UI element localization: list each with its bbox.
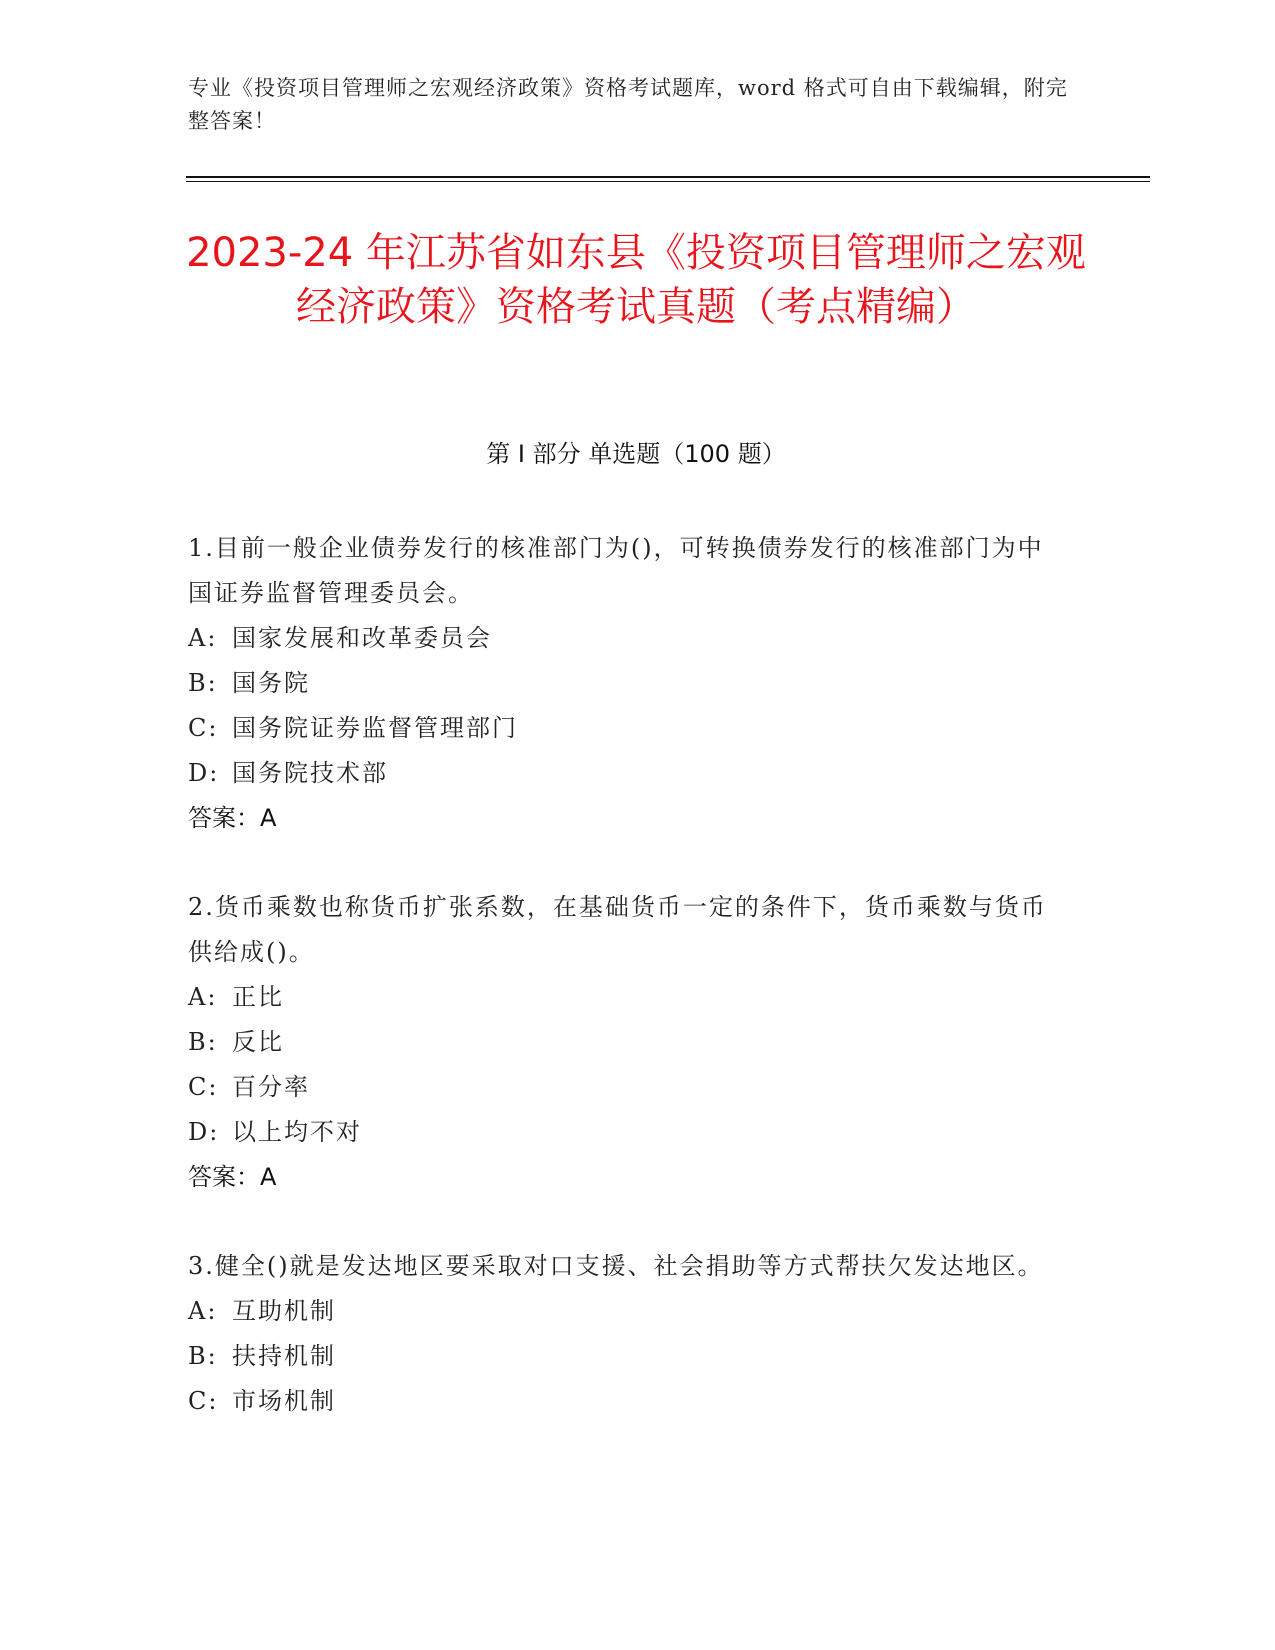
option-text: 反比 [232, 1028, 284, 1056]
option-text: 国务院证券监督管理部门 [232, 714, 518, 742]
option-key: D: [188, 1118, 220, 1146]
option-c [188, 706, 1068, 751]
option-d [188, 751, 1068, 796]
option-key: A: [188, 983, 218, 1011]
option-key: C: [188, 1387, 219, 1415]
option-text: 以上均不对 [232, 1118, 362, 1146]
option-a [188, 975, 1068, 1020]
option-text: 国家发展和改革委员会 [232, 624, 492, 652]
option-key: B: [188, 1342, 218, 1370]
option-text: 国务院技术部 [232, 759, 388, 787]
option-text: 互助机制 [232, 1297, 336, 1325]
option-b [188, 661, 1068, 706]
header-divider-thick [186, 176, 1150, 178]
option-a [188, 616, 1068, 661]
option-d [188, 1110, 1068, 1155]
page-title: 2023-24 年江苏省如东县《投资项目管理师之宏观经济政策》资格考试真题（考点精编） [186, 230, 1086, 330]
section-title: 第 I 部分 单选题（100 题） [486, 440, 786, 468]
answer-line: 答案：A [188, 1163, 277, 1191]
option-key: C: [188, 1073, 219, 1101]
option-text: 百分率 [232, 1073, 310, 1101]
option-text: 市场机制 [232, 1387, 336, 1415]
option-a [188, 1289, 1068, 1334]
option-c [188, 1379, 1068, 1424]
question-list [188, 526, 1068, 1468]
question-stem: 3.健全()就是发达地区要采取对口支援、社会捐助等方式帮扶欠发达地区。 [188, 1252, 1044, 1280]
option-key: A: [188, 624, 218, 652]
question-3 [188, 1244, 1068, 1424]
question-2 [188, 885, 1068, 1200]
option-key: C: [188, 714, 219, 742]
option-text: 扶持机制 [232, 1342, 336, 1370]
option-c [188, 1065, 1068, 1110]
header-note: 专业《投资项目管理师之宏观经济政策》资格考试题库，word 格式可自由下载编辑，附完整答案！ [188, 76, 1068, 133]
question-stem: 2.货币乘数也称货币扩张系数，在基础货币一定的条件下，货币乘数与货币供给成()。 [188, 893, 1047, 966]
option-text: 国务院 [232, 669, 310, 697]
option-b [188, 1334, 1068, 1379]
option-text: 正比 [232, 983, 284, 1011]
option-key: B: [188, 1028, 218, 1056]
answer-line: 答案：A [188, 804, 277, 832]
option-key: A: [188, 1297, 218, 1325]
question-1 [188, 526, 1068, 841]
option-b [188, 1020, 1068, 1065]
option-key: B: [188, 669, 218, 697]
option-key: D: [188, 759, 220, 787]
header-divider-thin [186, 181, 1150, 182]
question-stem: 1.目前一般企业债券发行的核准部门为()，可转换债券发行的核准部门为中国证券监督管理委员会。 [188, 534, 1044, 607]
